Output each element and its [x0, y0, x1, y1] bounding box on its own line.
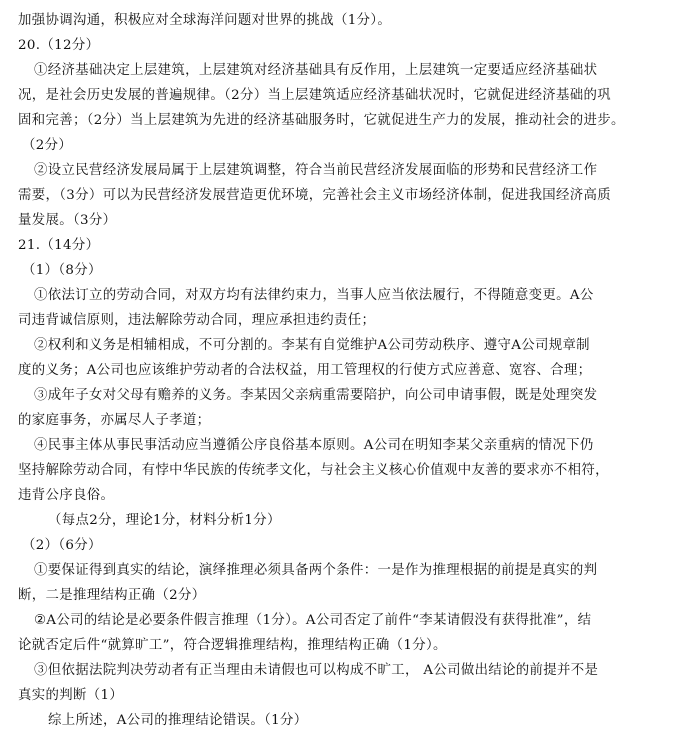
q21-2-point-2-line-1: ②A公司的结论是必要条件假言推理（1分）。A公司否定了前件“李某请假没有获得批准”，结 — [34, 613, 592, 628]
q20-point-2-line-3: 量发展。（3分） — [18, 213, 117, 228]
q20-point-1-line-1: ①经济基础决定上层建筑，上层建筑对经济基础具有反作用，上层建筑一定要适应经济基础状 — [34, 63, 598, 78]
q21-2-point-1-line-1: ①要保证得到真实的结论，演绎推理必须具备两个条件：一是作为推理根据的前提是真实的判 — [34, 563, 598, 578]
q21-part-2-heading: （2）（6分） — [22, 538, 102, 553]
q21-2-point-3-line-2: 真实的判断（1） — [18, 688, 124, 703]
q21-1-point-4-line-3: 违背公序良俗。 — [18, 488, 115, 503]
q21-2-point-3-line-1: ③但依据法院判决劳动者有正当理由未请假也可以构成不旷工， A公司做出结论的前提并不是 — [34, 663, 599, 678]
q20-point-1-score: （2分） — [22, 138, 73, 153]
q20-point-1-line-3: 固和完善；（2分）当上层建筑为先进的经济基础服务时，它就促进生产力的发展，推动社会的进步。 — [18, 113, 625, 128]
q21-2-point-2-line-2: 论就否定后件“就算旷工”，符合逻辑推理结构，推理结构正确（1分）。 — [18, 638, 447, 653]
question-20-heading: 20.（12分） — [18, 38, 100, 53]
q21-1-point-1-line-2: 司违背诚信原则，违法解除劳动合同，理应承担违约责任； — [18, 313, 376, 328]
q21-1-point-4-line-2: 坚持解除劳动合同，有悖中华民族的传统孝文化，与社会主义核心价值观中友善的要求亦不相符， — [18, 463, 609, 478]
q21-2-point-1-line-2: 断，二是推理结构正确（2分） — [18, 588, 206, 603]
q20-point-1-line-2: 况，是社会历史发展的普遍规律。（2分）当上层建筑适应经济基础状况时，它就促进经济基础的巩 — [18, 88, 612, 103]
q20-point-2-line-2: 需要，（3分）可以为民营经济发展营造更优环境，完善社会主义市场经济体制，促进我国经济高质 — [18, 188, 612, 203]
q21-1-point-2-line-1: ②权利和义务是相辅相成，不可分割的。李某有自觉维护A公司劳动秩序、遵守A公司规章制 — [34, 338, 590, 353]
q21-1-point-2-line-2: 度的义务；A公司也应该维护劳动者的合法权益，用工管理权的行使方式应善意、宽容、合理； — [18, 363, 592, 378]
q21-1-point-3-line-1: ③成年子女对父母有赡养的义务。李某因父亲病重需要陪护，向公司申请事假，既是处理突发 — [34, 388, 598, 403]
q21-1-scoring-note: （每点2分，理论1分，材料分析1分） — [48, 513, 281, 528]
q21-1-point-4-line-1: ④民事主体从事民事活动应当遵循公序良俗基本原则。A公司在明知李某父亲重病的情况下仍 — [34, 438, 594, 453]
q21-1-point-3-line-2: 的家庭事务，亦属尽人子孝道； — [18, 413, 211, 428]
q21-2-conclusion: 综上所述，A公司的推理结论错误。（1分） — [48, 713, 308, 728]
question-21-heading: 21.（14分） — [18, 238, 100, 253]
q21-1-point-1-line-1: ①依法订立的劳动合同，对双方均有法律约束力，当事人应当依法履行，不得随意变更。A公 — [34, 288, 594, 303]
q21-part-1-heading: （1）（8分） — [22, 263, 102, 278]
q20-point-2-line-1: ②设立民营经济发展局属于上层建筑调整，符合当前民营经济发展面临的形势和民营经济工作 — [34, 163, 598, 178]
line-1: 加强协调沟通，积极应对全球海洋问题对世界的挑战（1分）。 — [18, 13, 392, 28]
